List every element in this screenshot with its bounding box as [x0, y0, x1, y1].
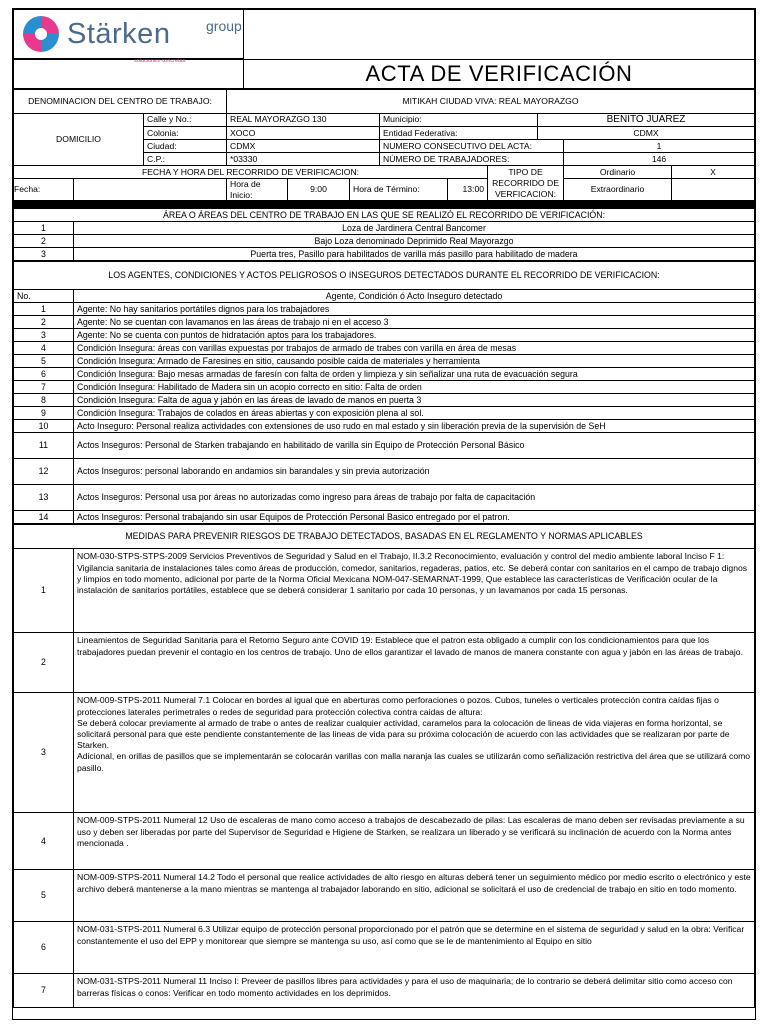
medida-row-text: NOM-031-STPS-2011 Numeral 11 Inciso I: Preveer de pasillos libres para actividades y para el uso de maquinaria; de lo contrario se deberá delimitar sitio como acceso con barreras físicas o conos: Verificar en todo momento actividades en los deprimidos. — [74, 974, 755, 1008]
medida-row-number: 5 — [14, 870, 74, 922]
agente-row-text: Condición Insegura: Trabajos de colados en áreas abiertas y con exposición plena al sol. — [74, 407, 755, 420]
info-table — [13, 89, 755, 202]
medida-row-number: 7 — [14, 974, 74, 1008]
agentes-body — [14, 303, 755, 524]
hora-termino-value: 13:00 — [448, 179, 488, 201]
municipio-value: BENITO JUAREZ — [538, 113, 755, 127]
areas-heading: ÁREA O ÁREAS DEL CENTRO DE TRABAJO EN LAS QUE SE REALIZÓ EL RECORRIDO DE VERIFICACIÓN: — [14, 209, 755, 222]
ordinario-label: Ordinario — [564, 166, 672, 179]
agente-row — [14, 511, 755, 524]
extraordinario-label: Extraordinario — [564, 179, 672, 201]
area-row — [14, 248, 755, 261]
agente-row-number: 1 — [14, 303, 74, 316]
consecutivo-value: 1 — [564, 140, 755, 153]
agente-row — [14, 381, 755, 394]
agentes-table — [13, 261, 755, 524]
agente-row — [14, 342, 755, 355]
agente-row-number: 8 — [14, 394, 74, 407]
medida-row-number: 1 — [14, 549, 74, 633]
medidas-body — [14, 549, 755, 1008]
medida-row-text: Lineamientos de Seguridad Sanitaria para el Retorno Seguro ante COVID 19: Establece que el patron esta obligado a cumplir con los condicionamientos para que los trabajadores puedan prevenir el contagio en los centros de trabajo. Uno de ellos garantizar el lavado de manos de manera constante con agua y jabón en las áreas de trabajo. — [74, 633, 755, 693]
starken-logo-icon — [21, 14, 61, 54]
entidad-label: Entidad Federativa: — [380, 127, 538, 140]
brand-tagline: soluciones concretas — [134, 58, 186, 64]
cp-value: *03330 — [227, 153, 380, 166]
ciudad-label: Ciudad: — [144, 140, 227, 153]
agente-row-number: 6 — [14, 368, 74, 381]
agente-row-number: 7 — [14, 381, 74, 394]
brand-name: Stärken — [67, 17, 171, 50]
extraordinario-mark — [672, 179, 755, 201]
areas-table — [13, 208, 755, 261]
agente-row-text: Condición Insegura: Falta de agua y jabón en las áreas de lavado de manos en puerta 3 — [74, 394, 755, 407]
document-title: ACTA DE VERIFICACIÓN — [244, 60, 755, 89]
agente-row-number: 9 — [14, 407, 74, 420]
medidas-heading: MEDIDAS PARA PREVENIR RIESGOS DE TRABAJO DETECTADOS, BASADAS EN EL REGLAMENTO Y NORMAS APLICABLES — [14, 525, 755, 549]
agente-row-text: Agente: No hay sanitarios portátiles dignos para los trabajadores — [74, 303, 755, 316]
agente-row-text: Actos Inseguros: Personal de Starken trabajando en habilitado de varilla sin Equipo de Protección Personal Básico — [74, 433, 755, 459]
medida-row-text: NOM-009-STPS-2011 Numeral 14.2 Todo el personal que realice actividades de alto riesgo en alturas deberá tener un seguimiento médico por medio escrito o electrónico y este archivo deberá mantenerse a la mano mientras se mantenga al trabajador laborando en sitio, adicional se solicitará el uso de credencial de trabajo en sitio en todo momento. — [74, 870, 755, 922]
agente-row-text: Actos Inseguros: Personal trabajando sin usar Equipos de Protección Personal Basico entregado por el patron. — [74, 511, 755, 524]
logo-cell — [14, 10, 244, 64]
area-row-number: 3 — [14, 248, 74, 261]
agente-row-number: 4 — [14, 342, 74, 355]
agente-row-number: 13 — [14, 485, 74, 511]
agente-row — [14, 407, 755, 420]
agente-row — [14, 433, 755, 459]
denominacion-label: DENOMINACION DEL CENTRO DE TRABAJO: — [14, 89, 227, 113]
medidas-table — [13, 524, 755, 1008]
denominacion-value: MITIKAH CIUDAD VIVA: REAL MAYORAZGO — [227, 89, 755, 113]
agente-row — [14, 368, 755, 381]
black-separator — [13, 201, 755, 208]
agente-row-text: Agente: No se cuenta con puntos de hidratación aptos para los trabajadores. — [74, 329, 755, 342]
acta-sheet — [12, 8, 756, 1020]
agentes-col-no: No. — [14, 290, 74, 303]
medida-row — [14, 922, 755, 974]
agente-row — [14, 394, 755, 407]
agentes-heading: LOS AGENTES, CONDICIONES Y ACTOS PELIGROSOS O INSEGUROS DETECTADOS DURANTE EL RECORRIDO DE VERIFICACION: — [14, 262, 755, 290]
fecha-label: Fecha: — [14, 179, 74, 201]
agente-row-text: Condición Insegura: Habilitado de Madera sin un acopio correcto en sitio: Falta de orden — [74, 381, 755, 394]
ciudad-value: CDMX — [227, 140, 380, 153]
area-row-text: Bajo Loza denominado Deprimido Real Mayorazgo — [74, 235, 755, 248]
agente-row-number: 3 — [14, 329, 74, 342]
fecha-hora-label: FECHA Y HORA DEL RECORRIDO DE VERIFICACION: — [14, 166, 488, 179]
hora-inicio-label: Hora de Inicio: — [227, 179, 288, 201]
area-row-number: 2 — [14, 235, 74, 248]
domicilio-label: DOMICILIO — [14, 113, 144, 166]
agente-row — [14, 316, 755, 329]
medida-row-text: NOM-031-STPS-2011 Numeral 6.3 Utilizar equipo de protección personal proporcionado por el patrón que se determine en el sistema de seguridad y salud en la obra: Verificar constantemente el uso del EPP y monitorear que siempre se mantenga su uso, así como que se le de mantenimiento al Equipo en sitio — [74, 922, 755, 974]
medida-row — [14, 974, 755, 1008]
agente-row — [14, 355, 755, 368]
agente-row-text: Actos Inseguros: Personal usa por áreas no autorizadas como ingreso para áreas de trabajo por falta de capacitación — [74, 485, 755, 511]
hora-termino-label: Hora de Término: — [350, 179, 448, 201]
tipo-recorrido-label: TIPO DE RECORRIDO DE VERFICACION: — [488, 166, 564, 201]
areas-body — [14, 222, 755, 261]
medida-row — [14, 813, 755, 870]
area-row-text: Loza de Jardinera Central Bancomer — [74, 222, 755, 235]
header-table — [13, 9, 755, 64]
trabajadores-label: NÚMERO DE TRABAJADORES: — [380, 153, 564, 166]
area-row-number: 1 — [14, 222, 74, 235]
medida-row-number: 3 — [14, 693, 74, 813]
medida-row-number: 6 — [14, 922, 74, 974]
agente-row-text: Actos Inseguros: personal laborando en andamios sin barandales y sin previa autorización — [74, 459, 755, 485]
municipio-label: Municipio: — [380, 113, 538, 127]
agente-row — [14, 420, 755, 433]
consecutivo-label: NUMERO CONSECUTIVO DEL ACTA: — [380, 140, 564, 153]
ordinario-mark: X — [672, 166, 755, 179]
colonia-value: XOCO — [227, 127, 380, 140]
medida-row — [14, 693, 755, 813]
colonia-label: Colonia: — [144, 127, 227, 140]
area-row — [14, 222, 755, 235]
title-table — [13, 59, 755, 89]
entidad-value: CDMX — [538, 127, 755, 140]
medida-row — [14, 633, 755, 693]
medida-row-text: NOM-009-STPS-2011 Numeral 7.1 Colocar en bordes al igual que en aberturas como perforaciones o pozos. Cubos, tuneles o verticales protección contra caídas fijas o protecciones laterales perimetrales o redes de seguridad para protección colectiva contra caidas de altura: Se deberá colocar previamente al armado de trabe o antes de realizar cualquier actividad, caramelos para la colocación de lineas de vida viajeras en forma horizontal, se solicitará personal para que este pendiente constantemente de las lineas de vida para su próxima colocación de acuerdo con las actividades que se realizaran por parte de Starken. Adicional, en orillas de pasillos que se implementarán se colocarán varillas con malla naranja las cuales se utilizarán como señalización restrictiva del área que se utilizará como pasillo. — [74, 693, 755, 813]
agente-row-number: 14 — [14, 511, 74, 524]
cp-label: C.P.: — [144, 153, 227, 166]
title-left-spacer — [14, 60, 244, 89]
medida-row — [14, 870, 755, 922]
agente-row-number: 10 — [14, 420, 74, 433]
area-row — [14, 235, 755, 248]
agente-row-text: Acto Inseguro: Personal realiza actividades con extensiones de uso rudo en mal estado y sin liberación previa de la supervisión de SeH — [74, 420, 755, 433]
calle-value: REAL MAYORAZGO 130 — [227, 113, 380, 127]
medida-row — [14, 549, 755, 633]
area-row-text: Puerta tres, Pasillo para habilitados de varilla más pasillo para habilitado de madera — [74, 248, 755, 261]
agentes-col-desc: Agente, Condición ó Acto Inseguro detectado — [74, 290, 755, 303]
agente-row-number: 5 — [14, 355, 74, 368]
brand-group: group — [206, 18, 242, 34]
agente-row-text: Agente: No se cuentan con lavamanos en las áreas de trabajo ni en el acceso 3 — [74, 316, 755, 329]
medida-row-number: 4 — [14, 813, 74, 870]
agente-row — [14, 459, 755, 485]
hora-inicio-value: 9:00 — [288, 179, 350, 201]
agente-row-text: Condición Insegura: áreas con varillas expuestas por trabajos de armado de trabes con varilla en área de mesas — [74, 342, 755, 355]
calle-label: Calle y No.: — [144, 113, 227, 127]
agente-row-number: 2 — [14, 316, 74, 329]
trabajadores-value: 146 — [564, 153, 755, 166]
medida-row-text: NOM-009-STPS-2011 Numeral 12 Uso de escaleras de mano como acceso a trabajos de descabezado de pilas: Las escaleras de mano deben ser revisadas previamente a su uso y deben ser liberadas por parte del Supervisor de Seguridad e Higiene de Starken, se realizara un liberado y se verificará su inclinación de acuerdo con la Norma antes mencionada . — [74, 813, 755, 870]
agente-row — [14, 329, 755, 342]
agente-row-text: Condición Insegura: Armado de Faresines en sitio, causando posible caida de materiales y herramienta — [74, 355, 755, 368]
medida-row-text: NOM-030-STPS-STPS-2009 Servicios Preventivos de Seguridad y Salud en el Trabajo, II.3.2 Reconocimiento, evaluación y control del medio ambiente laboral Inciso F 1: Vigilancia sanitaria de instalaciones tales como áreas de producción, comedor, sanitarios, regaderas, patios, etc. Se deberá contar con sanitarios en el campo de trabajo dignos y limpios en todo momento, adicional por parte de la Norma Oficial Mexicana NOM-047-SEMARNAT-1999, Que establece las características de Verificación ocular de la instalación de sanitarios portátiles, establece que se deberá considerar 1 sanitario por cada 10 personas, y un lavamanos por cada 15 personas. — [74, 549, 755, 633]
agente-row — [14, 303, 755, 316]
title-cell — [244, 10, 755, 59]
agente-row-number: 12 — [14, 459, 74, 485]
agente-row-number: 11 — [14, 433, 74, 459]
agente-row-text: Condición Insegura: Bajo mesas armadas de faresín con falta de orden y limpieza y sin señalizar una ruta de evacuación segura — [74, 368, 755, 381]
fecha-value — [74, 179, 227, 201]
agente-row — [14, 485, 755, 511]
medida-row-number: 2 — [14, 633, 74, 693]
